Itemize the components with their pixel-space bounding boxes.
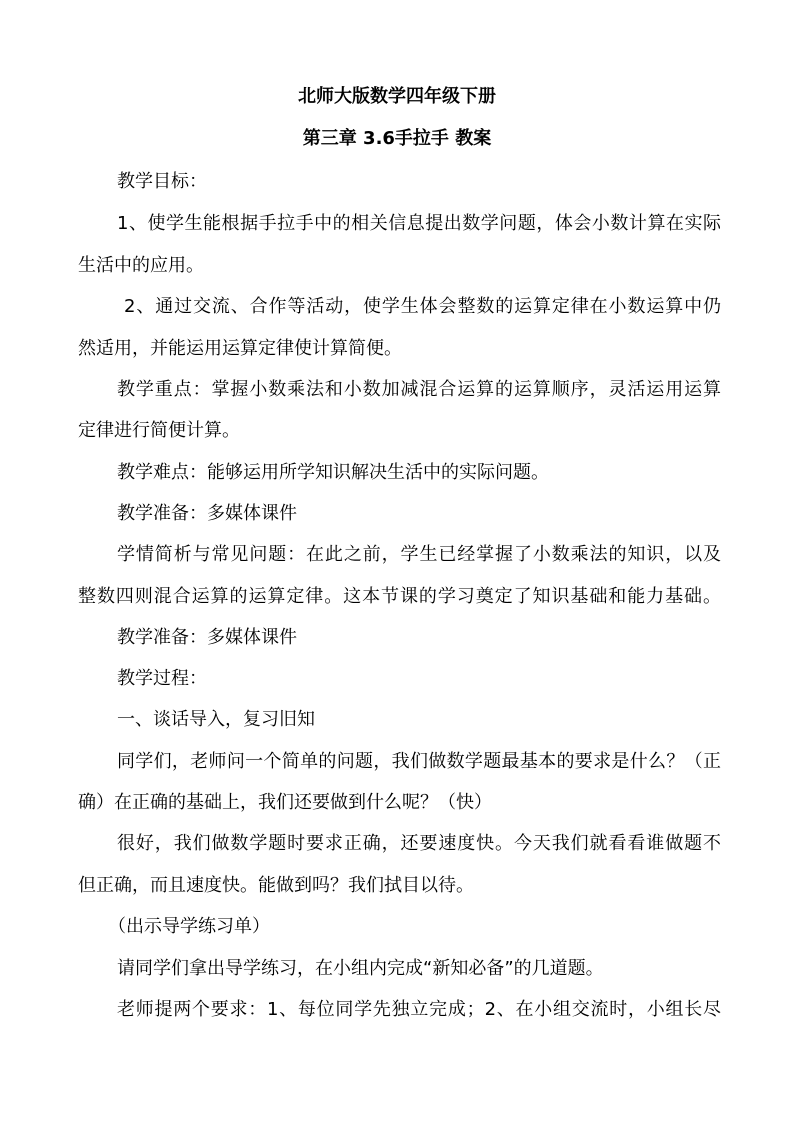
paragraph-line: 教学重点：掌握小数乘法和小数加减混合运算的运算顺序，灵活运用运算 <box>117 379 721 400</box>
paragraph-line: 但正确，而且速度快。能做到吗？我们拭目以待。 <box>78 875 474 896</box>
document-title: 北师大版数学四年级下册 <box>298 86 496 107</box>
paragraph-line: 2、通过交流、合作等活动，使学生体会整数的运算定律在小数运算中仍 <box>124 296 721 317</box>
paragraph-line: 请同学们拿出导学练习，在小组内完成“新知必备”的几道题。 <box>117 958 604 979</box>
paragraph-line: 生活中的应用。 <box>78 255 204 276</box>
paragraph-line: 教学准备：多媒体课件 <box>117 503 297 524</box>
paragraph-line: 定律进行简便计算。 <box>78 420 240 441</box>
paragraph-line: 整数四则混合运算的运算定律。这本节课的学习奠定了知识基础和能力基础。 <box>78 586 721 607</box>
chapter-title: 第三章 3.6手拉手 教案 <box>302 128 492 149</box>
paragraph-line: 教学目标： <box>117 171 207 192</box>
paragraph-line: 老师提两个要求：1、每位同学先独立完成；2、在小组交流时，小组长尽 <box>117 999 721 1020</box>
paragraph-line: 教学难点：能够运用所学知识解决生活中的实际问题。 <box>117 462 549 483</box>
paragraph-line: 教学过程： <box>117 668 207 689</box>
paragraph-line: （出示导学练习单） <box>108 916 270 937</box>
paragraph-line: 同学们，老师问一个简单的问题，我们做数学题最基本的要求是什么？（正 <box>117 751 721 772</box>
paragraph-line: 一、谈话导入，复习旧知 <box>117 709 315 730</box>
paragraph-line: 确）在正确的基础上，我们还要做到什么呢？（快） <box>78 792 492 813</box>
paragraph-line: 学情简析与常见问题：在此之前，学生已经掌握了小数乘法的知识，以及 <box>117 544 721 565</box>
paragraph-line: 1、使学生能根据手拉手中的相关信息提出数学问题，体会小数计算在实际 <box>117 213 721 234</box>
paragraph-line: 教学准备：多媒体课件 <box>117 627 297 648</box>
paragraph-line: 很好，我们做数学题时要求正确，还要速度快。今天我们就看看谁做题不 <box>117 833 721 854</box>
paragraph-line: 然适用，并能运用运算定律使计算简便。 <box>78 338 402 359</box>
